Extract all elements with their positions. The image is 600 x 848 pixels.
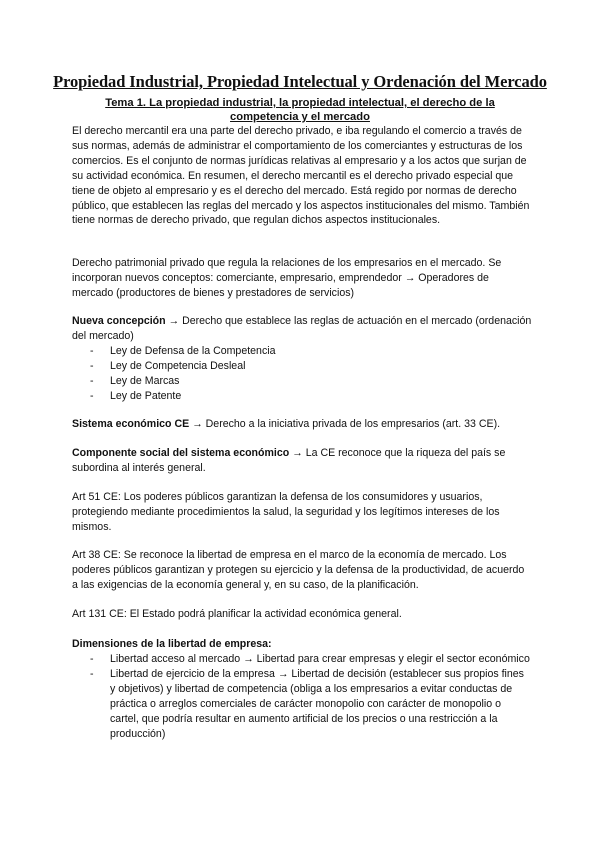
dimensiones-list — [72, 652, 532, 741]
list-item — [72, 652, 532, 667]
list-item — [72, 667, 532, 742]
bullet-dash: - — [90, 374, 94, 387]
dimensiones-label: Dimensiones de la libertad de empresa: — [72, 638, 272, 650]
bullet-dash: - — [90, 359, 94, 372]
bullet-dash: - — [90, 653, 94, 665]
bullet-dash: - — [90, 389, 94, 402]
componente-social-text: → La CE reconoce que la riqueza del país se subordina al interés general. — [72, 447, 506, 474]
list-item-text: Ley de Marcas — [110, 374, 180, 387]
bullet-dash: - — [90, 667, 94, 680]
patrimonial-paragraph: Derecho patrimonial privado que regula la relaciones de los empresarios en el mercado. Se incorporan nuevos conceptos: comerciante, empresario, emprendedor → Operadores de mercado (productores de bienes y prestadores de servicios) — [72, 257, 502, 299]
dimensiones-heading — [72, 637, 532, 652]
list-item-text: Libertad de ejercicio de la empresa → Libertad de decisión (establecer sus propios fines y objetivos) y libertad de competencia (obliga a los empresarios a evitar conductas de práctica o arreglos comerciales de carácter monopolio con carácter de monopolio o cartel, que podría resultar en aumento artificial de los precios o una restricción a la producción) — [110, 667, 524, 740]
componente-social-label: Componente social del sistema económico — [72, 447, 290, 459]
list-item-text: Ley de Patente — [110, 389, 182, 402]
leyes-list — [72, 344, 532, 404]
section-heading: Tema 1. La propiedad industrial, la propiedad intelectual, el derecho de la competencia y el mercado — [105, 97, 495, 123]
art38-paragraph: Art 38 CE: Se reconoce la libertad de empresa en el marco de la economía de mercado. Los poderes públicos garantizan y protegen su ejercicio y la defensa de la productividad, de acuerdo a las exigencias de la economía general y, en su caso, de la planificación. — [72, 549, 525, 591]
list-item-text: Ley de Competencia Desleal — [110, 359, 246, 372]
list-item — [72, 359, 532, 374]
bullet-dash: - — [90, 345, 94, 357]
nueva-concepcion-label: Nueva concepción — [72, 315, 166, 327]
list-item-text: Libertad acceso al mercado → Libertad para crear empresas y elegir el sector económico — [110, 653, 530, 665]
sistema-economico-label: Sistema económico CE — [72, 418, 190, 430]
document-title: Propiedad Industrial, Propiedad Intelectual y Ordenación del Mercado — [53, 72, 547, 91]
list-item — [72, 389, 532, 404]
art51-paragraph: Art 51 CE: Los poderes públicos garantizan la defensa de los consumidores y usuarios, protegiendo mediante procedimientos la salud, la seguridad y los legítimos intereses de los mismos. — [72, 491, 500, 533]
sistema-economico-text: → Derecho a la iniciativa privada de los empresarios (art. 33 CE). — [189, 418, 501, 430]
nueva-concepcion-paragraph — [72, 314, 532, 344]
list-item-text: Ley de Defensa de la Competencia — [110, 345, 276, 357]
list-item — [72, 374, 532, 389]
nueva-concepcion-text: → Derecho que establece las reglas de actuación en el mercado (ordenación del mercado) — [72, 315, 532, 342]
componente-social-paragraph — [72, 446, 532, 476]
intro-paragraph: El derecho mercantil era una parte del derecho privado, e iba regulando el comercio a través de sus normas, además de administrar el comportamiento de los comerciantes y estructuras de los comercios. Es el conjunto de normas jurídicas relativas al empresario y a los actos que surjan de su actividad económica. En resumen, el derecho mercantil es el derecho privado especial que tiene de objeto al empresario y es el derecho del mercado. Está regido por normas de derecho público, que establecen las reglas del mercado y los aspectos institucionales del mismo. También tiene normas de derecho privado, que regulan dichos aspectos institucionales. — [72, 125, 530, 227]
art131-paragraph: Art 131 CE: El Estado podrá planificar la actividad económica general. — [72, 608, 402, 620]
sistema-economico-paragraph — [72, 417, 532, 432]
list-item — [72, 344, 532, 359]
